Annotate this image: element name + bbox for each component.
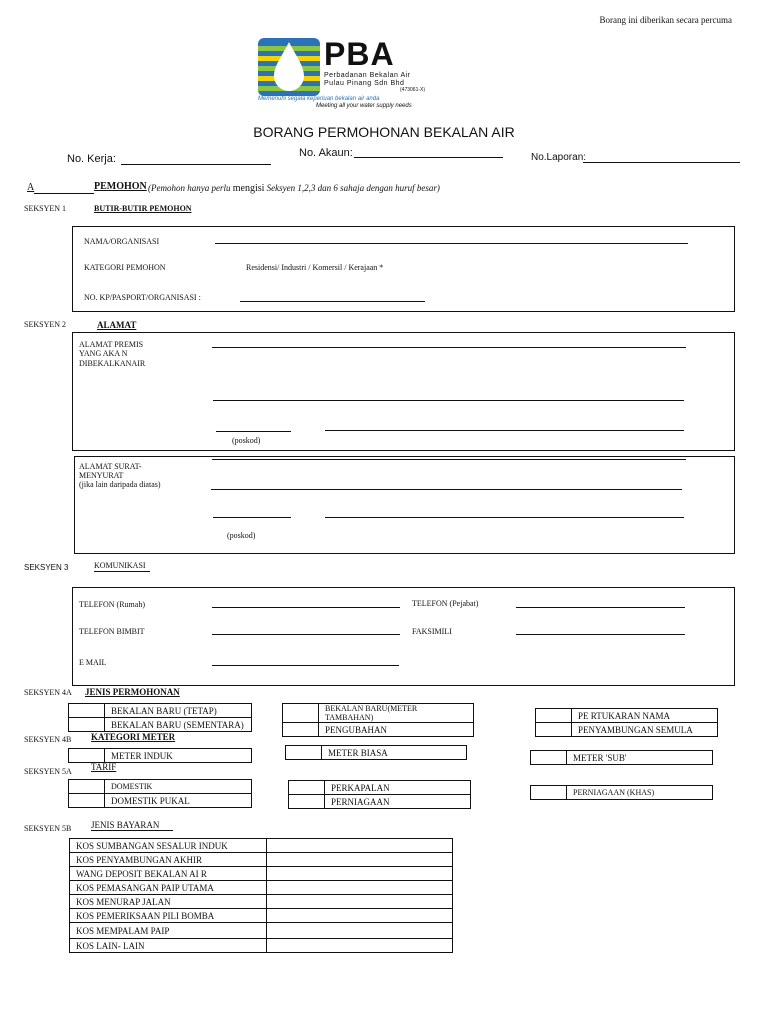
table-row	[70, 895, 453, 909]
pemohon-note-mid: mengisi	[232, 183, 265, 194]
seksyen-4b-label: SEKSYEN 4B	[24, 735, 72, 744]
water-drop-logo-icon	[258, 38, 320, 96]
seksyen-5a-label: SEKSYEN 5A	[24, 767, 72, 776]
alamat-surat-field-1[interactable]	[211, 489, 682, 490]
bayaran-label: KOS MENURAP JALAN	[70, 895, 267, 909]
option-label: BEKALAN BARU (TETAP)	[105, 704, 252, 718]
table-row	[70, 867, 453, 881]
jenis-bayaran-table	[69, 838, 453, 953]
pba-logo	[258, 36, 438, 112]
faksimili-field[interactable]	[516, 634, 685, 635]
seksyen-3-title: KOMUNIKASI	[94, 561, 146, 570]
checkbox[interactable]	[283, 723, 319, 737]
jenis-permohonan-col3	[535, 708, 718, 737]
bayaran-label: KOS PEMERIKSAAN PILI BOMBA	[70, 909, 267, 923]
poskod-premis-field[interactable]	[216, 431, 291, 432]
kategori-options[interactable]: Residensi/ Industri / Komersil / Kerajaan *	[246, 263, 384, 272]
checkbox[interactable]	[69, 780, 105, 794]
logo-reg-no: (473061-X)	[400, 87, 426, 93]
alamat-premis-field-2[interactable]	[213, 400, 684, 401]
alamat-premis-field-1[interactable]	[212, 347, 686, 348]
email-label: E MAIL	[79, 658, 107, 667]
logo-company-line2: Pulau Pinang Sdn Bhd	[324, 80, 405, 87]
option-label: PENGUBAHAN	[319, 723, 474, 737]
seksyen-5a-title: TARIF	[91, 762, 117, 772]
section-a-underline	[34, 193, 94, 194]
alamat-surat-line3: (jika lain daripada diatas)	[79, 480, 161, 489]
table-row	[70, 923, 453, 939]
checkbox[interactable]	[69, 749, 105, 763]
seksyen-2-label: SEKSYEN 2	[24, 320, 67, 329]
seksyen-3-label: SEKSYEN 3	[24, 563, 69, 572]
kategori-meter-col1	[68, 748, 252, 763]
bayaran-amount[interactable]	[267, 839, 453, 853]
tarif-col1	[68, 779, 252, 808]
no-kerja-field[interactable]	[121, 164, 271, 165]
telefon-pejabat-field[interactable]	[516, 607, 685, 608]
alamat-surat-line1: ALAMAT SURAT-	[79, 462, 142, 471]
seksyen-1-label: SEKSYEN 1	[24, 204, 67, 213]
table-row	[70, 839, 453, 853]
no-kerja-label: No. Kerja:	[67, 153, 116, 165]
checkbox[interactable]	[69, 704, 105, 718]
bayaran-amount[interactable]	[267, 881, 453, 895]
option-label: PE RTUKARAN NAMA	[572, 709, 718, 723]
option-label: BEKALAN BARU(METER TAMBAHAN)	[319, 704, 474, 723]
checkbox[interactable]	[289, 795, 325, 809]
bayaran-label: KOS LAIN- LAIN	[70, 939, 267, 953]
poskod-premis-label: (poskod)	[232, 436, 261, 445]
table-row	[70, 909, 453, 923]
section-a-letter: A	[27, 182, 35, 193]
checkbox[interactable]	[69, 794, 105, 808]
free-form-note: Borang ini diberikan secara percuma	[599, 15, 732, 25]
email-field[interactable]	[212, 665, 399, 666]
logo-brand: PBA	[324, 36, 395, 72]
checkbox[interactable]	[536, 709, 572, 723]
alamat-premis-line2: YANG AKA N	[79, 349, 128, 358]
kategori-meter-col2	[285, 745, 467, 760]
table-row	[70, 853, 453, 867]
seksyen-5b-label: SEKSYEN 5B	[24, 824, 72, 833]
telefon-bimbit-label: TELEFON BIMBIT	[79, 627, 145, 636]
option-label: PERKAPALAN	[325, 781, 471, 795]
bayaran-amount[interactable]	[267, 923, 453, 939]
kategori-meter-col3	[530, 750, 713, 765]
seksyen-2-title: ALAMAT	[97, 320, 137, 330]
nama-field[interactable]	[215, 243, 688, 244]
table-row	[70, 939, 453, 953]
bayaran-label: KOS PEMASANGAN PAIP UTAMA	[70, 881, 267, 895]
alamat-premis-line1: ALAMAT PREMIS	[79, 340, 144, 349]
telefon-pejabat-label: TELEFON (Pejabat)	[412, 599, 479, 608]
pemohon-note-open: (Pemohon hanya perlu	[148, 183, 233, 193]
bayaran-label: KOS MEMPALAM PAIP	[70, 923, 267, 939]
option-label: METER INDUK	[105, 749, 252, 763]
seksyen-5b-title: JENIS BAYARAN	[91, 820, 160, 830]
alamat-premis-box	[72, 332, 735, 451]
seksyen-5b-title-underline	[91, 830, 173, 831]
option-label: METER 'SUB'	[567, 751, 713, 765]
checkbox[interactable]	[289, 781, 325, 795]
no-laporan-label: No.Laporan:	[531, 152, 587, 163]
jenis-permohonan-col2	[282, 703, 474, 737]
logo-tagline-en: Meeting all your water supply needs	[316, 103, 412, 109]
faksimili-label: FAKSIMILI	[412, 627, 452, 636]
bayaran-label: KOS SUMBANGAN SESALUR INDUK	[70, 839, 267, 853]
alamat-surat-line2: MENYURAT	[79, 471, 124, 480]
option-label: DOMESTIK	[105, 780, 252, 794]
seksyen-3-title-underline	[94, 571, 150, 572]
jenis-permohonan-col1	[68, 703, 252, 732]
checkbox[interactable]	[536, 723, 572, 737]
bayaran-amount[interactable]	[267, 909, 453, 923]
kp-label: NO. KP/PASPORT/ORGANISASI :	[84, 293, 201, 302]
checkbox[interactable]	[531, 786, 567, 800]
poskod-surat-label: (poskod)	[227, 531, 256, 540]
checkbox[interactable]	[531, 751, 567, 765]
logo-company-line1: Perbadanan Bekalan Air	[324, 72, 411, 79]
tarif-col2	[288, 780, 471, 809]
alamat-premis-field-3[interactable]	[325, 430, 684, 431]
no-akaun-field[interactable]	[354, 157, 503, 158]
pemohon-label: PEMOHON	[94, 181, 147, 192]
bayaran-amount[interactable]	[267, 867, 453, 881]
bayaran-label: WANG DEPOSIT BEKALAN AI R	[70, 867, 267, 881]
bayaran-label: KOS PENYAMBUNGAN AKHIR	[70, 853, 267, 867]
alamat-surat-field-2[interactable]	[325, 517, 684, 518]
checkbox[interactable]	[69, 718, 105, 732]
nama-label: NAMA/ORGANISASI	[84, 237, 160, 246]
option-label: PERNIAGAAN (KHAS)	[567, 786, 713, 800]
table-row	[70, 881, 453, 895]
checkbox[interactable]	[286, 746, 322, 760]
tarif-col3	[530, 785, 713, 800]
alamat-premis-line3: DIBEKALKANAIR	[79, 359, 146, 368]
page-title: BORANG PERMOHONAN BEKALAN AIR	[253, 124, 515, 140]
option-label: PENYAMBUNGAN SEMULA	[572, 723, 718, 737]
bayaran-amount[interactable]	[267, 939, 453, 953]
alamat-surat-box	[74, 456, 735, 554]
telefon-bimbit-field[interactable]	[212, 634, 400, 635]
seksyen-4a-label: SEKSYEN 4A	[24, 688, 72, 697]
option-label: PERNIAGAAN	[325, 795, 471, 809]
bayaran-amount[interactable]	[267, 853, 453, 867]
logo-tagline-ms: Memenuhi segala keperluan bekalan air anda	[258, 96, 380, 102]
kategori-label: KATEGORI PEMOHON	[84, 263, 166, 272]
kp-field[interactable]	[240, 301, 425, 302]
seksyen-4b-title: KATEGORI METER	[91, 732, 176, 742]
pemohon-note	[148, 183, 440, 194]
telefon-rumah-field[interactable]	[212, 607, 400, 608]
option-label: DOMESTIK PUKAL	[105, 794, 252, 808]
no-akaun-label: No. Akaun:	[299, 147, 353, 159]
poskod-surat-field[interactable]	[213, 517, 291, 518]
checkbox[interactable]	[283, 704, 319, 723]
option-label: METER BIASA	[322, 746, 467, 760]
seksyen-3-box	[72, 587, 735, 686]
telefon-rumah-label: TELEFON (Rumah)	[79, 600, 145, 609]
bayaran-amount[interactable]	[267, 895, 453, 909]
seksyen-4a-title: JENIS PERMOHONAN	[85, 687, 180, 697]
no-laporan-field[interactable]	[583, 162, 740, 163]
pemohon-note-close: Seksyen 1,2,3 dan 6 sahaja dengan huruf besar)	[264, 183, 440, 193]
seksyen-1-title: BUTIR-BUTIR PEMOHON	[94, 204, 192, 213]
option-label: BEKALAN BARU (SEMENTARA)	[105, 718, 252, 732]
